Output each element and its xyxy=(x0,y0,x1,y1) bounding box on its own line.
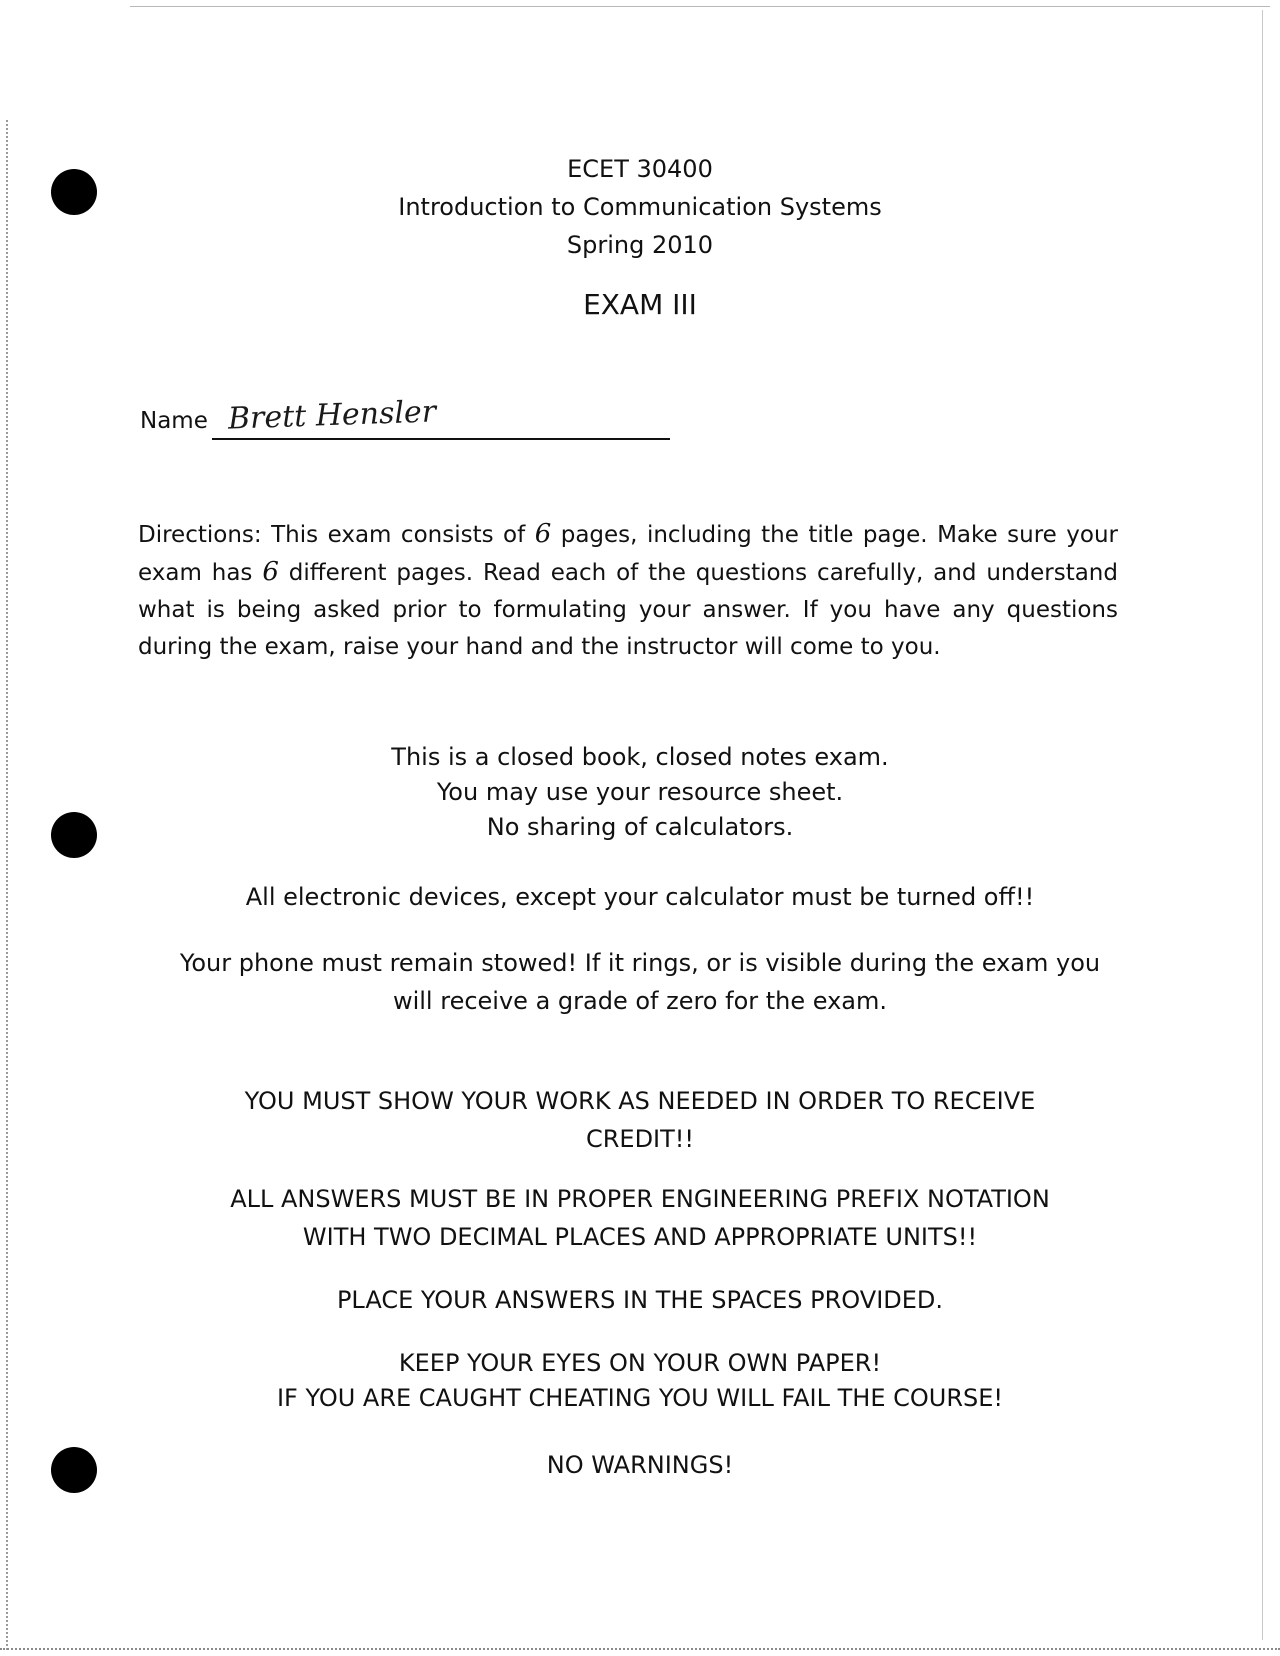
phone-rule-line-1: Your phone must remain stowed! If it rings, or is visible during the exam you xyxy=(179,949,1101,977)
place-answers-rule: PLACE YOUR ANSWERS IN THE SPACES PROVIDED. xyxy=(336,1286,944,1314)
course-title: Introduction to Communication Systems xyxy=(398,193,882,221)
directions-text-1: Directions: This exam consists of xyxy=(138,522,535,548)
directions-text-2: pages, including the title page. Make sure your exam has xyxy=(138,522,1118,586)
show-work-rule xyxy=(100,1082,1180,1158)
calculators-line: No sharing of calculators. xyxy=(486,813,794,841)
punch-hole-bottom xyxy=(51,1447,97,1493)
answers-line-1: ALL ANSWERS MUST BE IN PROPER ENGINEERING PREFIX NOTATION xyxy=(230,1185,1050,1213)
show-work-line-1: YOU MUST SHOW YOUR WORK AS NEEDED IN ORDER TO RECEIVE xyxy=(244,1087,1036,1115)
resource-sheet-line: You may use your resource sheet. xyxy=(436,778,844,806)
scan-edge-right xyxy=(1262,10,1263,1640)
term: Spring 2010 xyxy=(566,231,714,259)
name-underline xyxy=(212,438,670,440)
exam-title: EXAM III xyxy=(583,288,697,321)
phone-rule-line-2: will receive a grade of zero for the exam. xyxy=(392,987,888,1015)
handwritten-page-count-2: 6 xyxy=(262,557,279,587)
closed-book-rules xyxy=(100,740,1180,845)
scan-edge-top xyxy=(130,6,1270,7)
show-work-line-2: CREDIT!! xyxy=(585,1125,695,1153)
cheating-line: IF YOU ARE CAUGHT CHEATING YOU WILL FAIL THE COURSE! xyxy=(276,1384,1004,1412)
cheating-rule xyxy=(100,1346,1180,1416)
directions-text-3: different pages. Read each of the questions carefully, and understand what is being asked prior to formulating your answer. If you have any questions during the exam, raise your hand and the instructor will come to you. xyxy=(138,560,1118,660)
directions-paragraph xyxy=(138,516,1118,666)
no-warnings-rule: NO WARNINGS! xyxy=(546,1451,734,1479)
eyes-line: KEEP YOUR EYES ON YOUR OWN PAPER! xyxy=(398,1349,882,1377)
phone-rule xyxy=(100,944,1180,1020)
name-label: Name xyxy=(140,408,208,434)
scan-edge-bottom xyxy=(0,1648,1280,1650)
punch-hole-top xyxy=(51,169,97,215)
closed-book-line: This is a closed book, closed notes exam. xyxy=(391,743,889,771)
scan-edge-left xyxy=(6,120,8,1650)
handwritten-name[interactable]: Brett Hensler xyxy=(227,394,437,437)
answers-format-rule xyxy=(100,1180,1180,1256)
answers-line-2: WITH TWO DECIMAL PLACES AND APPROPRIATE UNITS!! xyxy=(302,1223,978,1251)
punch-hole-middle xyxy=(51,812,97,858)
course-number: ECET 30400 xyxy=(567,155,713,183)
electronic-devices-rule: All electronic devices, except your calculator must be turned off!! xyxy=(245,883,1035,911)
handwritten-page-count: 6 xyxy=(534,519,552,549)
course-header xyxy=(100,150,1180,264)
